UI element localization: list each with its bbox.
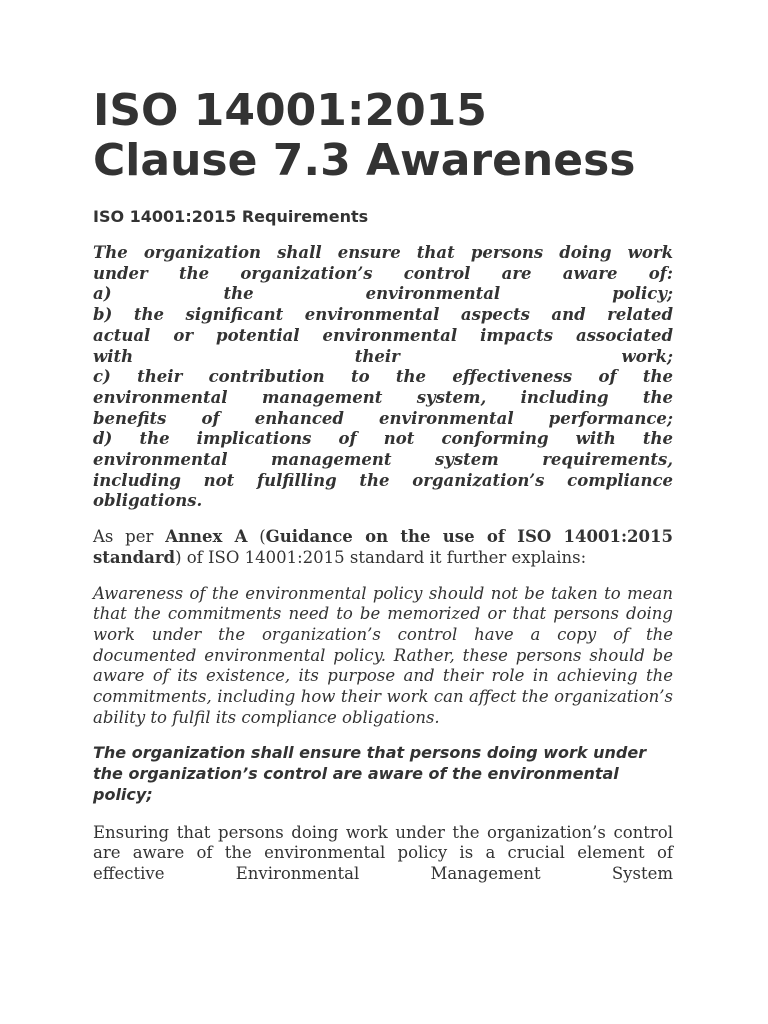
guidance-paragraph: Awareness of the environmental policy should not be taken to mean that the commitments need to be memorized or that persons doing work under the organization’s control have a copy of the documented environmental policy. Rather, these persons should be aware of its existence, its purpose and their role in achieving the commitments, including how their work can affect the organization’s ability to fulfil its compliance obligations. <box>93 583 673 727</box>
guidance-label: Guidance on the use of ISO 14001:2015 standard <box>93 527 673 567</box>
requirement-line: including not fulfilling the organization’s compliance <box>93 470 673 490</box>
annex-open-paren: ( <box>247 527 266 547</box>
requirement-line: environmental management system, including the <box>93 387 673 407</box>
requirement-line: benefits of enhanced environmental performance; <box>93 408 673 428</box>
document-page <box>93 86 673 885</box>
requirement-line: d) the implications of not conforming with the <box>93 429 673 449</box>
requirement-line: environmental management system requirements, <box>93 450 673 470</box>
policy-subheading: The organization shall ensure that persons doing work under the organization’s control are aware of the environmental policy; <box>93 743 647 804</box>
requirement-line: The organization shall ensure that persons doing work <box>93 243 673 262</box>
annex-suffix: ) of ISO 14001:2015 standard it further explains: <box>175 547 587 567</box>
requirement-line: obligations. <box>93 491 203 511</box>
title-line-1: ISO 14001:2015 <box>93 85 487 136</box>
annex-paragraph <box>93 527 673 568</box>
requirement-line: c) their contribution to the effectiveness of the <box>93 367 673 387</box>
annex-label: Annex A <box>165 527 248 547</box>
body-paragraph: Ensuring that persons doing work under the organization’s control are aware of the environmental policy is a crucial element of effective Environmental Management System <box>93 822 673 883</box>
page-title <box>93 86 673 186</box>
requirements-heading: ISO 14001:2015 Requirements <box>93 207 369 226</box>
requirements-text <box>93 243 673 512</box>
annex-prefix: As per <box>93 527 166 547</box>
requirement-line: actual or potential environmental impacts associated <box>93 325 673 345</box>
title-line-2: Clause 7.3 Awareness <box>93 135 636 186</box>
requirement-line: b) the significant environmental aspects and related <box>93 305 673 325</box>
requirement-line: under the organization’s control are aware of: <box>93 263 673 283</box>
requirement-line: a) the environmental policy; <box>93 284 673 304</box>
requirement-line: with their work; <box>93 346 673 366</box>
